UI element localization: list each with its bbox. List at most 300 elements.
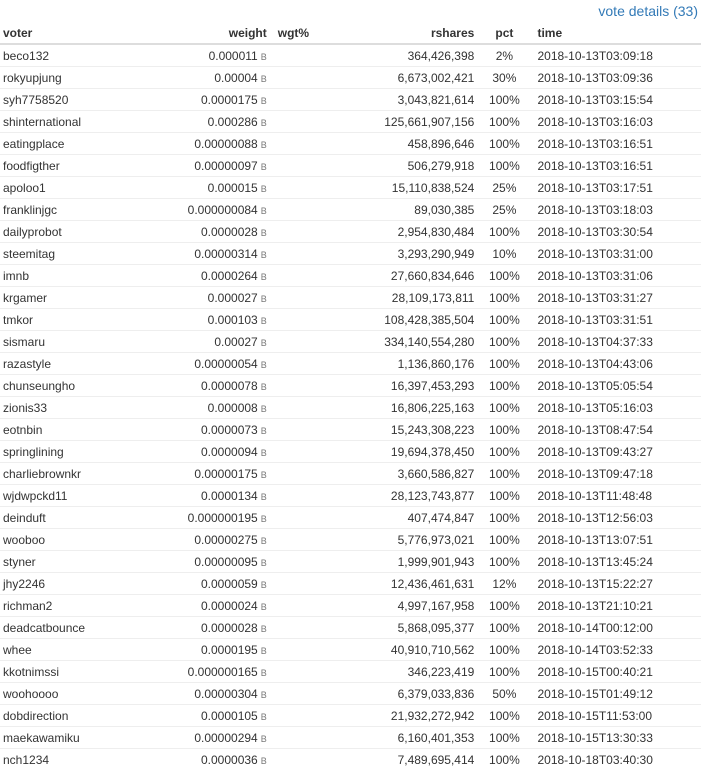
weight-cell (134, 661, 269, 683)
steem-unit-icon: B (260, 315, 267, 326)
weight-value: 0.000103 (207, 312, 258, 327)
voter-link[interactable]: deinduft (3, 510, 46, 525)
steem-unit-icon: B (260, 95, 267, 106)
rshares-cell: 3,660,586,827 (321, 463, 477, 485)
time-cell: 2018-10-13T03:18:03 (531, 199, 701, 221)
column-header-voter[interactable]: voter (0, 22, 134, 44)
steem-unit-icon: B (260, 623, 267, 634)
weight-value: 0.0000078 (201, 378, 258, 393)
weight-value: 0.000011 (208, 48, 258, 63)
rshares-cell: 28,109,173,811 (321, 287, 477, 309)
voter-link[interactable]: maekawamiku (3, 730, 80, 745)
voter-link[interactable]: jhy2246 (3, 576, 46, 591)
pct-cell: 100% (477, 727, 531, 749)
voter-link[interactable]: chunseungho (3, 378, 76, 393)
weight-value: 0.000008 (207, 400, 258, 415)
steem-unit-icon: B (260, 425, 267, 436)
weight-value: 0.00000304 (194, 686, 258, 701)
pct-cell: 100% (477, 441, 531, 463)
wgt-pct-cell (270, 683, 321, 705)
time-cell: 2018-10-13T05:16:03 (531, 397, 701, 419)
time-cell: 2018-10-15T11:53:00 (531, 705, 701, 727)
wgt-pct-cell (270, 419, 321, 441)
rshares-cell: 3,293,290,949 (321, 243, 477, 265)
pct-cell: 100% (477, 507, 531, 529)
table-row (0, 67, 701, 89)
weight-cell (134, 507, 269, 529)
voter-cell (0, 485, 134, 507)
pct-cell: 100% (477, 529, 531, 551)
rshares-cell: 6,673,002,421 (321, 67, 477, 89)
weight-cell (134, 375, 269, 397)
wgt-pct-cell (270, 199, 321, 221)
weight-value: 0.000015 (207, 180, 258, 195)
pct-cell: 2% (477, 44, 531, 67)
voter-cell (0, 595, 134, 617)
voter-cell (0, 67, 134, 89)
table-row (0, 705, 701, 727)
voter-cell (0, 507, 134, 529)
weight-cell (134, 683, 269, 705)
voter-link[interactable]: sismaru (3, 334, 46, 349)
voter-link[interactable]: foodfigther (3, 158, 60, 173)
voter-link[interactable]: styner (3, 554, 36, 569)
wgt-pct-cell (270, 67, 321, 89)
table-row (0, 507, 701, 529)
steem-unit-icon: B (260, 117, 267, 128)
time-cell: 2018-10-13T05:05:54 (531, 375, 701, 397)
pct-cell: 100% (477, 111, 531, 133)
voter-link[interactable]: eatingplace (3, 136, 65, 151)
wgt-pct-cell (270, 309, 321, 331)
steem-unit-icon: B (260, 645, 267, 656)
weight-value: 0.000000084 (187, 202, 258, 217)
steem-unit-icon: B (260, 271, 267, 282)
time-cell: 2018-10-15T13:30:33 (531, 727, 701, 749)
table-row (0, 243, 701, 265)
weight-cell (134, 441, 269, 463)
steem-unit-icon: B (260, 183, 267, 194)
pct-cell: 100% (477, 89, 531, 111)
rshares-cell: 3,043,821,614 (321, 89, 477, 111)
wgt-pct-cell (270, 243, 321, 265)
weight-cell (134, 397, 269, 419)
pct-cell: 25% (477, 177, 531, 199)
weight-cell (134, 617, 269, 639)
steem-unit-icon: B (260, 469, 267, 480)
time-cell: 2018-10-13T03:09:18 (531, 44, 701, 67)
weight-cell (134, 727, 269, 749)
voter-link[interactable]: deadcatbounce (3, 620, 86, 635)
weight-value: 0.0000195 (201, 642, 258, 657)
time-cell: 2018-10-14T03:52:33 (531, 639, 701, 661)
rshares-cell: 28,123,743,877 (321, 485, 477, 507)
column-header-weight[interactable]: weight (134, 22, 269, 44)
weight-value: 0.0000028 (201, 224, 258, 239)
weight-cell (134, 67, 269, 89)
voter-cell (0, 419, 134, 441)
voter-link[interactable]: springlining (3, 444, 64, 459)
time-cell: 2018-10-13T12:56:03 (531, 507, 701, 529)
weight-cell (134, 309, 269, 331)
time-cell: 2018-10-13T04:37:33 (531, 331, 701, 353)
wgt-pct-cell (270, 133, 321, 155)
pct-cell: 10% (477, 243, 531, 265)
weight-value: 0.00000314 (194, 246, 258, 261)
column-header-wgt-pct[interactable]: wgt% (270, 22, 321, 44)
rshares-cell: 2,954,830,484 (321, 221, 477, 243)
weight-value: 0.00000097 (194, 158, 258, 173)
weight-cell (134, 485, 269, 507)
pct-cell: 100% (477, 463, 531, 485)
voter-link[interactable]: kkotnimssi (3, 664, 60, 679)
pct-cell: 100% (477, 419, 531, 441)
weight-value: 0.00000175 (194, 466, 258, 481)
wgt-pct-cell (270, 573, 321, 595)
time-cell: 2018-10-13T03:31:27 (531, 287, 701, 309)
weight-cell (134, 573, 269, 595)
wgt-pct-cell (270, 551, 321, 573)
voter-link[interactable]: franklinjgc (3, 202, 58, 217)
table-row (0, 375, 701, 397)
steem-unit-icon: B (260, 73, 267, 84)
column-header-pct[interactable]: pct (477, 22, 531, 44)
rshares-cell: 7,489,695,414 (321, 749, 477, 771)
voter-cell (0, 705, 134, 727)
steem-unit-icon: B (260, 601, 267, 612)
time-cell: 2018-10-13T11:48:48 (531, 485, 701, 507)
pct-cell: 100% (477, 595, 531, 617)
voter-link[interactable]: syh7758520 (3, 92, 69, 107)
table-row (0, 199, 701, 221)
voter-cell (0, 221, 134, 243)
steem-unit-icon: B (260, 579, 267, 590)
time-cell: 2018-10-13T03:31:51 (531, 309, 701, 331)
pct-cell: 100% (477, 133, 531, 155)
wgt-pct-cell (270, 177, 321, 199)
weight-cell (134, 595, 269, 617)
table-row (0, 44, 701, 67)
table-row (0, 133, 701, 155)
rshares-cell: 27,660,834,646 (321, 265, 477, 287)
time-cell: 2018-10-13T15:22:27 (531, 573, 701, 595)
weight-cell (134, 177, 269, 199)
wgt-pct-cell (270, 441, 321, 463)
time-cell: 2018-10-13T03:15:54 (531, 89, 701, 111)
rshares-cell: 12,436,461,631 (321, 573, 477, 595)
voter-cell (0, 683, 134, 705)
voter-cell (0, 397, 134, 419)
voter-link[interactable]: eotnbin (3, 422, 43, 437)
weight-value: 0.000000195 (187, 510, 258, 525)
column-header-rshares[interactable]: rshares (321, 22, 477, 44)
steem-unit-icon: B (260, 205, 267, 216)
weight-cell (134, 639, 269, 661)
wgt-pct-cell (270, 287, 321, 309)
voter-cell (0, 89, 134, 111)
time-cell: 2018-10-14T00:12:00 (531, 617, 701, 639)
table-row (0, 155, 701, 177)
weight-cell (134, 155, 269, 177)
pct-cell: 100% (477, 287, 531, 309)
weight-value: 0.0000036 (201, 752, 258, 767)
table-row (0, 419, 701, 441)
table-row (0, 441, 701, 463)
voter-cell (0, 551, 134, 573)
steem-unit-icon: B (260, 381, 267, 392)
steem-unit-icon: B (260, 535, 267, 546)
table-row (0, 331, 701, 353)
weight-value: 0.0000094 (201, 444, 258, 459)
voter-link[interactable]: beco132 (3, 48, 50, 63)
time-cell: 2018-10-13T21:10:21 (531, 595, 701, 617)
pct-cell: 100% (477, 617, 531, 639)
time-cell: 2018-10-15T00:40:21 (531, 661, 701, 683)
wgt-pct-cell (270, 353, 321, 375)
voter-link[interactable]: imnb (3, 268, 30, 283)
rshares-cell: 407,474,847 (321, 507, 477, 529)
table-row (0, 265, 701, 287)
rshares-cell: 21,932,272,942 (321, 705, 477, 727)
rshares-cell: 89,030,385 (321, 199, 477, 221)
time-cell: 2018-10-13T03:17:51 (531, 177, 701, 199)
rshares-cell: 458,896,646 (321, 133, 477, 155)
pct-cell: 100% (477, 705, 531, 727)
voter-cell (0, 573, 134, 595)
time-cell: 2018-10-13T13:45:24 (531, 551, 701, 573)
weight-value: 0.0000134 (201, 488, 258, 503)
time-cell: 2018-10-15T01:49:12 (531, 683, 701, 705)
wgt-pct-cell (270, 529, 321, 551)
table-row (0, 573, 701, 595)
weight-value: 0.00000275 (194, 532, 258, 547)
table-row (0, 111, 701, 133)
rshares-cell: 364,426,398 (321, 44, 477, 67)
wgt-pct-cell (270, 221, 321, 243)
steem-unit-icon: B (260, 227, 267, 238)
voter-cell (0, 287, 134, 309)
time-cell: 2018-10-13T03:31:06 (531, 265, 701, 287)
voter-cell (0, 199, 134, 221)
voter-cell (0, 617, 134, 639)
table-row (0, 551, 701, 573)
voter-cell (0, 353, 134, 375)
weight-cell (134, 44, 269, 67)
weight-value: 0.00004 (214, 70, 258, 85)
voter-cell (0, 44, 134, 67)
steem-unit-icon: B (260, 51, 267, 62)
pct-cell: 100% (477, 397, 531, 419)
steem-unit-icon: B (260, 447, 267, 458)
weight-cell (134, 265, 269, 287)
time-cell: 2018-10-13T08:47:54 (531, 419, 701, 441)
wgt-pct-cell (270, 89, 321, 111)
table-row (0, 639, 701, 661)
weight-value: 0.0000028 (201, 620, 258, 635)
rshares-cell: 40,910,710,562 (321, 639, 477, 661)
voter-cell (0, 727, 134, 749)
wgt-pct-cell (270, 331, 321, 353)
time-cell: 2018-10-13T09:47:18 (531, 463, 701, 485)
wgt-pct-cell (270, 661, 321, 683)
wgt-pct-cell (270, 463, 321, 485)
rshares-cell: 15,110,838,524 (321, 177, 477, 199)
weight-value: 0.000286 (207, 114, 258, 129)
time-cell: 2018-10-13T03:30:54 (531, 221, 701, 243)
time-cell: 2018-10-13T04:43:06 (531, 353, 701, 375)
steem-unit-icon: B (260, 711, 267, 722)
wgt-pct-cell (270, 485, 321, 507)
rshares-cell: 108,428,385,504 (321, 309, 477, 331)
voter-link[interactable]: tmkor (3, 312, 33, 327)
rshares-cell: 6,379,033,836 (321, 683, 477, 705)
wgt-pct-cell (270, 375, 321, 397)
weight-value: 0.0000059 (201, 576, 258, 591)
voter-cell (0, 133, 134, 155)
steem-unit-icon: B (260, 337, 267, 348)
table-row (0, 683, 701, 705)
time-cell: 2018-10-13T13:07:51 (531, 529, 701, 551)
rshares-cell: 1,136,860,176 (321, 353, 477, 375)
pct-cell: 100% (477, 309, 531, 331)
table-row (0, 661, 701, 683)
table-row (0, 89, 701, 111)
table-row (0, 617, 701, 639)
wgt-pct-cell (270, 265, 321, 287)
pct-cell: 100% (477, 749, 531, 771)
weight-value: 0.0000073 (201, 422, 258, 437)
weight-cell (134, 331, 269, 353)
rshares-cell: 5,776,973,021 (321, 529, 477, 551)
table-row (0, 309, 701, 331)
wgt-pct-cell (270, 749, 321, 771)
table-row (0, 177, 701, 199)
time-cell: 2018-10-13T09:43:27 (531, 441, 701, 463)
vote-details-link[interactable]: vote details (33) (598, 3, 698, 19)
pct-cell: 100% (477, 221, 531, 243)
wgt-pct-cell (270, 111, 321, 133)
weight-cell (134, 705, 269, 727)
voter-link[interactable]: zionis33 (3, 400, 48, 415)
weight-value: 0.000027 (207, 290, 258, 305)
voter-cell (0, 749, 134, 771)
weight-cell (134, 463, 269, 485)
time-cell: 2018-10-13T03:16:51 (531, 155, 701, 177)
table-row (0, 595, 701, 617)
time-cell: 2018-10-18T03:40:30 (531, 749, 701, 771)
weight-cell (134, 419, 269, 441)
table-row (0, 397, 701, 419)
weight-cell (134, 243, 269, 265)
rshares-cell: 19,694,378,450 (321, 441, 477, 463)
voter-link[interactable]: krgamer (3, 290, 48, 305)
table-row (0, 749, 701, 771)
wgt-pct-cell (270, 639, 321, 661)
voter-link[interactable]: razastyle (3, 356, 52, 371)
votes-table (0, 22, 701, 771)
weight-cell (134, 287, 269, 309)
table-row (0, 485, 701, 507)
weight-value: 0.0000264 (201, 268, 258, 283)
steem-unit-icon: B (260, 689, 267, 700)
pct-cell: 100% (477, 375, 531, 397)
pct-cell: 30% (477, 67, 531, 89)
pct-cell: 100% (477, 265, 531, 287)
pct-cell: 100% (477, 485, 531, 507)
voter-link[interactable]: charliebrownkr (3, 466, 82, 481)
voter-cell (0, 639, 134, 661)
weight-cell (134, 89, 269, 111)
voter-link[interactable]: rokyupjung (3, 70, 62, 85)
weight-value: 0.0000024 (201, 598, 258, 613)
table-row (0, 287, 701, 309)
rshares-cell: 4,997,167,958 (321, 595, 477, 617)
pct-cell: 100% (477, 639, 531, 661)
voter-link[interactable]: dailyprobot (3, 224, 62, 239)
wgt-pct-cell (270, 155, 321, 177)
voter-link[interactable]: apoloo1 (3, 180, 46, 195)
column-header-time[interactable]: time (531, 22, 701, 44)
voter-cell (0, 463, 134, 485)
voter-link[interactable]: richman2 (3, 598, 53, 613)
pct-cell: 100% (477, 551, 531, 573)
time-cell: 2018-10-13T03:16:51 (531, 133, 701, 155)
steem-unit-icon: B (260, 733, 267, 744)
weight-cell (134, 749, 269, 771)
weight-value: 0.00000294 (194, 730, 258, 745)
voter-cell (0, 265, 134, 287)
voter-link[interactable]: wooboo (3, 532, 46, 547)
voter-link[interactable]: woohoooo (3, 686, 59, 701)
rshares-cell: 16,806,225,163 (321, 397, 477, 419)
pct-cell: 100% (477, 331, 531, 353)
weight-value: 0.00027 (214, 334, 258, 349)
rshares-cell: 346,223,419 (321, 661, 477, 683)
rshares-cell: 1,999,901,943 (321, 551, 477, 573)
voter-cell (0, 309, 134, 331)
voter-link[interactable]: shinternational (3, 114, 82, 129)
wgt-pct-cell (270, 705, 321, 727)
voter-cell (0, 331, 134, 353)
voter-link[interactable]: dobdirection (3, 708, 69, 723)
rshares-cell: 6,160,401,353 (321, 727, 477, 749)
steem-unit-icon: B (260, 513, 267, 524)
wgt-pct-cell (270, 44, 321, 67)
wgt-pct-cell (270, 507, 321, 529)
wgt-pct-cell (270, 617, 321, 639)
weight-value: 0.000000165 (187, 664, 258, 679)
weight-cell (134, 133, 269, 155)
voter-cell (0, 243, 134, 265)
voter-cell (0, 155, 134, 177)
weight-cell (134, 353, 269, 375)
voter-cell (0, 529, 134, 551)
weight-value: 0.00000095 (194, 554, 258, 569)
steem-unit-icon: B (260, 139, 267, 150)
pct-cell: 25% (477, 199, 531, 221)
weight-value: 0.00000088 (194, 136, 258, 151)
voter-link[interactable]: nch1234 (3, 752, 50, 767)
weight-value: 0.00000054 (194, 356, 258, 371)
voter-link[interactable]: wjdwpckd11 (3, 488, 68, 503)
voter-link[interactable]: whee (3, 642, 32, 657)
voter-link[interactable]: steemitag (3, 246, 56, 261)
table-row (0, 221, 701, 243)
steem-unit-icon: B (260, 403, 267, 414)
rshares-cell: 334,140,554,280 (321, 331, 477, 353)
table-header-row (0, 22, 701, 44)
rshares-cell: 5,868,095,377 (321, 617, 477, 639)
